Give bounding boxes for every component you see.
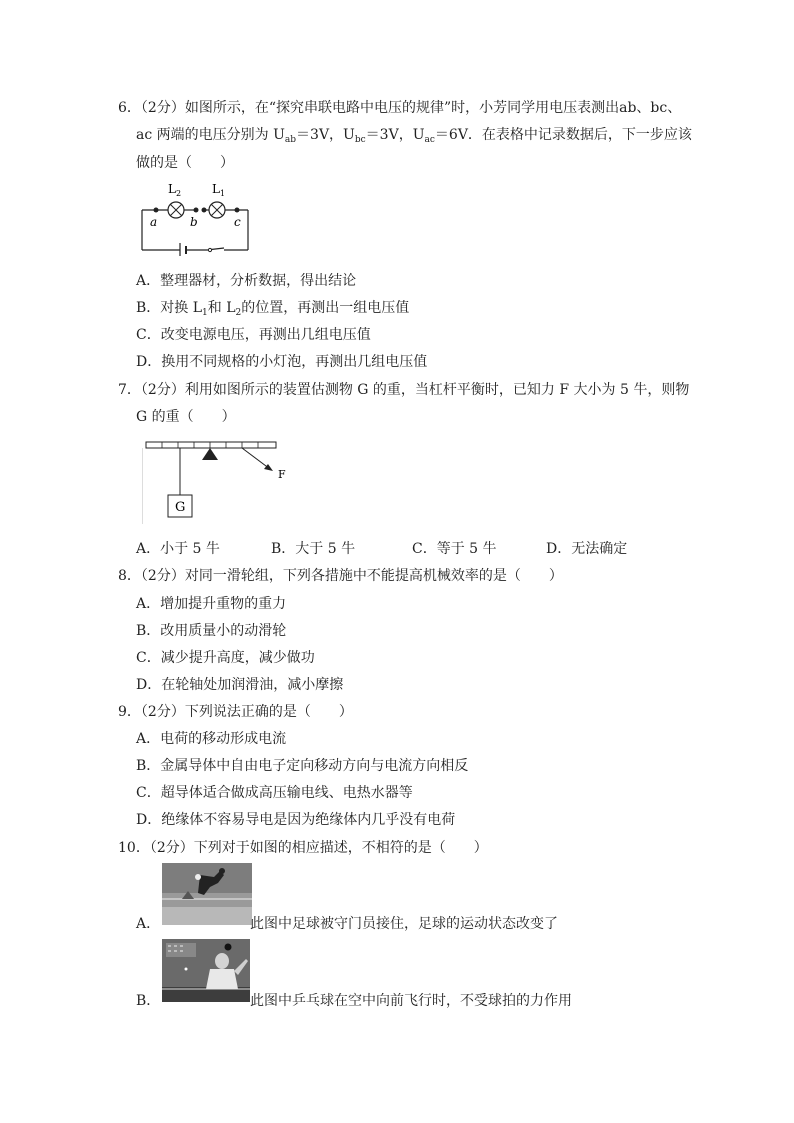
lamp-l2 bbox=[168, 202, 184, 218]
force-f-label: F bbox=[278, 468, 286, 481]
node-b2 bbox=[202, 208, 207, 213]
label-l2: $L_2$ bbox=[168, 182, 182, 198]
q6-option-c: C．改变电源电压，再测出几组电压值 bbox=[136, 327, 371, 343]
q8-option-b: B．改用质量小的动滑轮 bbox=[136, 623, 287, 639]
q10-option-b-text: 此图中乒乓球在空中向前飞行时，不受球拍的力作用 bbox=[250, 993, 572, 1009]
q9-option-b: B．金属导体中自由电子定向移动方向与电流方向相反 bbox=[136, 758, 469, 774]
goalkeeper-photo bbox=[162, 863, 252, 925]
fulcrum bbox=[202, 448, 218, 460]
q9-option-c: C．超导体适合做成高压输电线、电热水器等 bbox=[136, 785, 413, 801]
q7-option-c: C．等于 5 牛 bbox=[412, 541, 497, 557]
q9-option-d: D．绝缘体不容易导电是因为绝缘体内几乎没有电荷 bbox=[136, 812, 456, 828]
q10-option-a-text: 此图中足球被守门员接住，足球的运动状态改变了 bbox=[250, 916, 558, 932]
lamp-l1 bbox=[209, 202, 225, 218]
q8-stem: 8．（2分）对同一滑轮组，下列各措施中不能提高机械效率的是（ ） bbox=[118, 568, 563, 584]
q6-stem-line3: 做的是（ ） bbox=[136, 155, 234, 171]
weight-g-label: G bbox=[175, 500, 186, 515]
table-tennis-photo bbox=[162, 939, 250, 1002]
node-a bbox=[154, 208, 159, 213]
label-l1: $L_1$ bbox=[212, 182, 226, 198]
q7-stem-line1: 7．（2分）利用如图所示的装置估测物 G 的重，当杠杆平衡时，已知力 F 大小为 5 牛，则物 bbox=[118, 382, 690, 398]
force-f-arrow bbox=[242, 448, 270, 469]
lever-diagram bbox=[142, 436, 292, 526]
q7-option-d: D．无法确定 bbox=[546, 541, 628, 557]
label-a: a bbox=[150, 215, 158, 229]
q9-option-a: A．电荷的移动形成电流 bbox=[136, 731, 287, 747]
q8-option-d: D．在轮轴处加润滑油，减小摩擦 bbox=[136, 677, 344, 693]
q8-option-c: C．减少提升高度，减少做功 bbox=[136, 650, 315, 666]
q7-option-a: A．小于 5 牛 bbox=[136, 541, 220, 557]
q6-option-a: A．整理器材，分析数据，得出结论 bbox=[136, 273, 357, 289]
series-circuit-diagram bbox=[138, 178, 258, 256]
label-b: b bbox=[190, 215, 198, 229]
q7-option-b: B．大于 5 牛 bbox=[271, 541, 356, 557]
node-c bbox=[235, 208, 240, 213]
q6-option-b: B．对换 $L_1$和 $L_2$的位置，再测出一组电压值 bbox=[136, 300, 410, 318]
switch-blade bbox=[211, 248, 224, 250]
q7-stem-line2: G 的重（ ） bbox=[136, 409, 236, 425]
label-c: c bbox=[234, 215, 241, 229]
q6-stem-line2: ac 两端的电压分别为 $U_{ab}=3V$，$U_{bc}=3V$，$U_{ac}=6V$．在表格中记录数据后，下一步应该 bbox=[136, 127, 692, 145]
q10-option-a-label: A． bbox=[136, 916, 161, 932]
lever-bar bbox=[146, 442, 276, 448]
node-b bbox=[194, 208, 199, 213]
q6-stem-line1: 6．（2分）如图所示，在“探究串联电路中电压的规律”时，小芳同学用电压表测出ab、bc、 bbox=[118, 100, 682, 116]
q10-stem: 10．（2分）下列对于如图的相应描述，不相符的是（ ） bbox=[118, 840, 488, 856]
q9-stem: 9．（2分）下列说法正确的是（ ） bbox=[118, 704, 353, 720]
q8-option-a: A．增加提升重物的重力 bbox=[136, 596, 287, 612]
q10-option-b-label: B． bbox=[136, 993, 161, 1009]
q6-option-d: D．换用不同规格的小灯泡，再测出几组电压值 bbox=[136, 354, 428, 370]
